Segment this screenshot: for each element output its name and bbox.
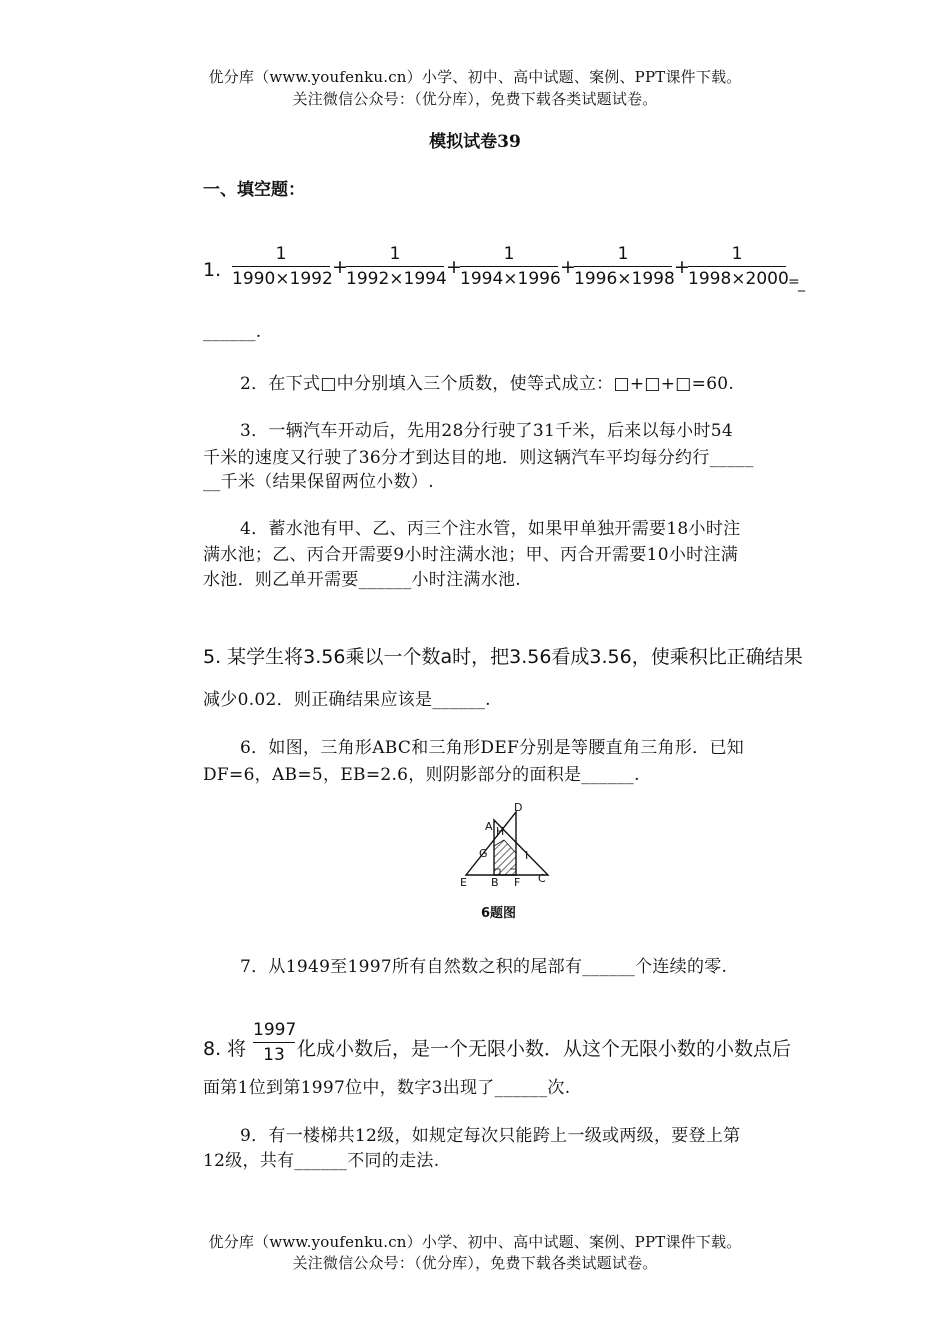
q3-line-3: __千米（结果保留两位小数）. xyxy=(203,472,434,492)
q1-numerator: 1 xyxy=(389,244,401,264)
q8-line-2: 面第1位到第1997位中，数字3出现了______次. xyxy=(203,1078,571,1098)
fraction-bar xyxy=(574,266,672,267)
q1-denominator: 1990×1992 xyxy=(232,269,333,289)
question-2: 2．在下式□中分别填入三个质数，使等式成立：□+□+□=60. xyxy=(240,374,735,394)
q3-line-1: 3．一辆汽车开动后，先用28分行驶了31千米，后来以每小时54 xyxy=(240,421,734,441)
q8-fraction xyxy=(253,1020,295,1065)
q1-fraction-1 xyxy=(232,244,333,289)
q1-fraction-2 xyxy=(346,244,447,289)
label-a: A xyxy=(485,820,493,833)
q4-line-3: 水池．则乙单开需要______小时注满水池. xyxy=(203,570,522,590)
fraction-bar xyxy=(253,1042,295,1043)
q8-prefix: 8. 将 xyxy=(203,1038,247,1060)
label-i: I xyxy=(525,849,529,862)
fraction-bar xyxy=(346,266,444,267)
footer-line-1: 优分库（www.youfenku.cn）小学、初中、高中试题、案例、PPT课件下载。 xyxy=(208,1233,742,1251)
q1-fraction-3 xyxy=(460,244,561,289)
q1-fraction-5 xyxy=(688,244,789,289)
q1-numerator: 1 xyxy=(275,244,287,264)
q3-line-2: 千米的速度又行驶了36分才到达目的地．则这辆汽车平均每分约行_____ xyxy=(203,448,754,468)
q4-line-1: 4．蓄水池有甲、乙、丙三个注水管，如果甲单独开需要18小时注 xyxy=(240,519,741,539)
footer-line-2: 关注微信公众号：（优分库），免费下载各类试题试卷。 xyxy=(292,1254,658,1272)
fraction-bar xyxy=(232,266,330,267)
q9-line-1: 9．有一楼梯共12级，如规定每次只能跨上一级或两级，要登上第 xyxy=(240,1126,741,1146)
plus-sign: + xyxy=(446,256,462,278)
label-b: B xyxy=(491,876,499,889)
label-d: D xyxy=(514,801,523,814)
question-7: 7．从1949至1997所有自然数之积的尾部有______个连续的零. xyxy=(240,957,728,977)
page-title: 模拟试卷39 xyxy=(429,132,521,152)
q1-numerator: 1 xyxy=(617,244,629,264)
figure-caption: 6题图 xyxy=(481,906,517,921)
q1-answer-line: ______. xyxy=(203,322,262,342)
label-e: E xyxy=(460,876,467,889)
q6-line-1: 6．如图，三角形ABC和三角形DEF分别是等腰直角三角形．已知 xyxy=(240,738,745,758)
fraction-bar xyxy=(460,266,558,267)
plus-sign: + xyxy=(674,256,690,278)
q4-line-2: 满水池；乙、丙合开需要9小时注满水池；甲、丙合开需要10小时注满 xyxy=(203,545,739,565)
label-h: H xyxy=(496,825,505,838)
header-line-2: 关注微信公众号：（优分库），免费下载各类试题试卷。 xyxy=(292,90,658,108)
q8-denominator: 13 xyxy=(263,1045,285,1065)
q8-numerator: 1997 xyxy=(253,1020,297,1040)
q8-suffix: 化成小数后，是一个无限小数．从这个无限小数的小数点后 xyxy=(297,1038,792,1060)
q5-line-2: 减少0.02．则正确结果应该是______. xyxy=(203,690,491,710)
q1-denominator: 1992×1994 xyxy=(346,269,447,289)
q5-line-1: 5. 某学生将3.56乘以一个数a时，把3.56看成3.56，使乘积比正确结果 xyxy=(203,646,803,668)
label-g: G xyxy=(479,847,488,860)
q1-fraction-4 xyxy=(574,244,675,289)
q6-line-2: DF=6，AB=5，EB=2.6，则阴影部分的面积是______. xyxy=(203,765,640,785)
shaded-region xyxy=(494,840,516,875)
plus-sign: + xyxy=(332,256,348,278)
q9-line-2: 12级，共有______不同的走法. xyxy=(203,1151,440,1171)
fraction-bar xyxy=(688,266,786,267)
q1-blank: _ xyxy=(798,276,805,292)
q1-number: 1. xyxy=(203,259,222,281)
q1-denominator: 1998×2000 xyxy=(688,269,789,289)
header-line-1: 优分库（www.youfenku.cn）小学、初中、高中试题、案例、PPT课件下载。 xyxy=(208,68,742,86)
q1-denominator: 1994×1996 xyxy=(460,269,561,289)
plus-sign: + xyxy=(560,256,576,278)
q1-numerator: 1 xyxy=(731,244,743,264)
label-f: F xyxy=(514,876,521,889)
label-c: C xyxy=(538,872,546,885)
q1-equals: = xyxy=(788,274,800,290)
q1-numerator: 1 xyxy=(503,244,515,264)
q1-denominator: 1996×1998 xyxy=(574,269,675,289)
section-heading: 一、填空题： xyxy=(203,180,305,200)
